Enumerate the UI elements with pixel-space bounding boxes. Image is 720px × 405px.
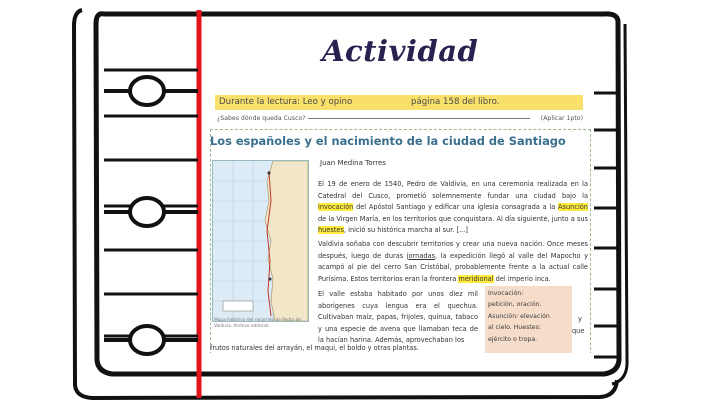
- question-points: (Aplicar 1pto): [540, 115, 583, 122]
- question-text: ¿Sabes dónde queda Cusco?: [217, 115, 306, 122]
- glossary-box: [485, 286, 572, 353]
- historical-map: [212, 160, 309, 322]
- answer-line: [308, 118, 530, 119]
- highlight-jornadas: jornadas: [406, 251, 436, 260]
- glossary-line-2: petición, oración.: [488, 301, 542, 309]
- highlight-invocacion: invocación: [318, 203, 354, 212]
- article-paragraph-3: El valle estaba habitado por unos diez mil aborígenes cuya lengua era el quechua. Cultivaban maíz, papas, frijoles, quinua, tabaco y una especie de avena que llamaban teca de la hacían harina. Además, aprovechaban los: [318, 290, 478, 345]
- article-author: Juan Medina Torres: [320, 159, 386, 167]
- question-row: [217, 115, 587, 122]
- article-title: Los españoles y el nacimiento de la ciudad de Santiago: [210, 134, 566, 148]
- highlight-asuncion: Asunción: [558, 203, 588, 212]
- binder-ring-1: [130, 77, 164, 105]
- glossary-line-4: al cielo. Huestes:: [488, 324, 541, 332]
- text-fragment-y: y: [578, 315, 582, 323]
- page-reference: página 158 del libro.: [411, 97, 500, 107]
- binder-ring-2: [130, 198, 164, 226]
- text-fragment-que: que: [572, 327, 585, 335]
- map-caption: Mapa histórico del recorrido de Pedro de Valdivia. Archivo editorial.: [214, 318, 302, 329]
- article-paragraph-2: Valdivia soñaba con descubrir territorios y crear una nueva nación. Once meses después, luego de duras jornadas, la expedición llegó al valle del Mapocho y acampó al pie del cerro San Cristóbal, probablemente frente a la actual calle Purísima. Estos territorios eran la frontera meridional del imperio inca.: [318, 240, 588, 283]
- glossary-line-3: Asunción: elevación: [488, 312, 550, 320]
- binder-ring-3: [130, 326, 164, 354]
- article-tail-line: frutos naturales del arrayán, el maqui, el boldo y otras plantas.: [210, 344, 419, 352]
- glossary-line-1: Invocación:: [488, 290, 524, 297]
- reading-instruction-bar: [215, 95, 583, 110]
- highlight-huestes: huestes: [318, 226, 344, 235]
- reading-label: Durante la lectura: Leo y opino: [219, 97, 353, 107]
- highlight-meridional: meridional: [458, 274, 494, 283]
- binder-rings: [130, 77, 164, 354]
- glossary-line-5: ejército o tropa.: [488, 335, 538, 343]
- article-paragraph-1: El 19 de enero de 1540, Pedro de Valdivia, en una ceremonia realizada en la Catedral del Cusco, prometió solemnemente fundar una ciudad bajo la invocación del Apóstol Santiago y edificar una iglesia consagrada a la Asunción de la Virgen María, en los territorios que conquistara. Al día siguiente, junto a sus huestes, inició su histórica marcha al sur. [...]: [318, 180, 588, 235]
- textbook-page: [210, 91, 592, 353]
- slide-title: Actividad: [322, 34, 479, 68]
